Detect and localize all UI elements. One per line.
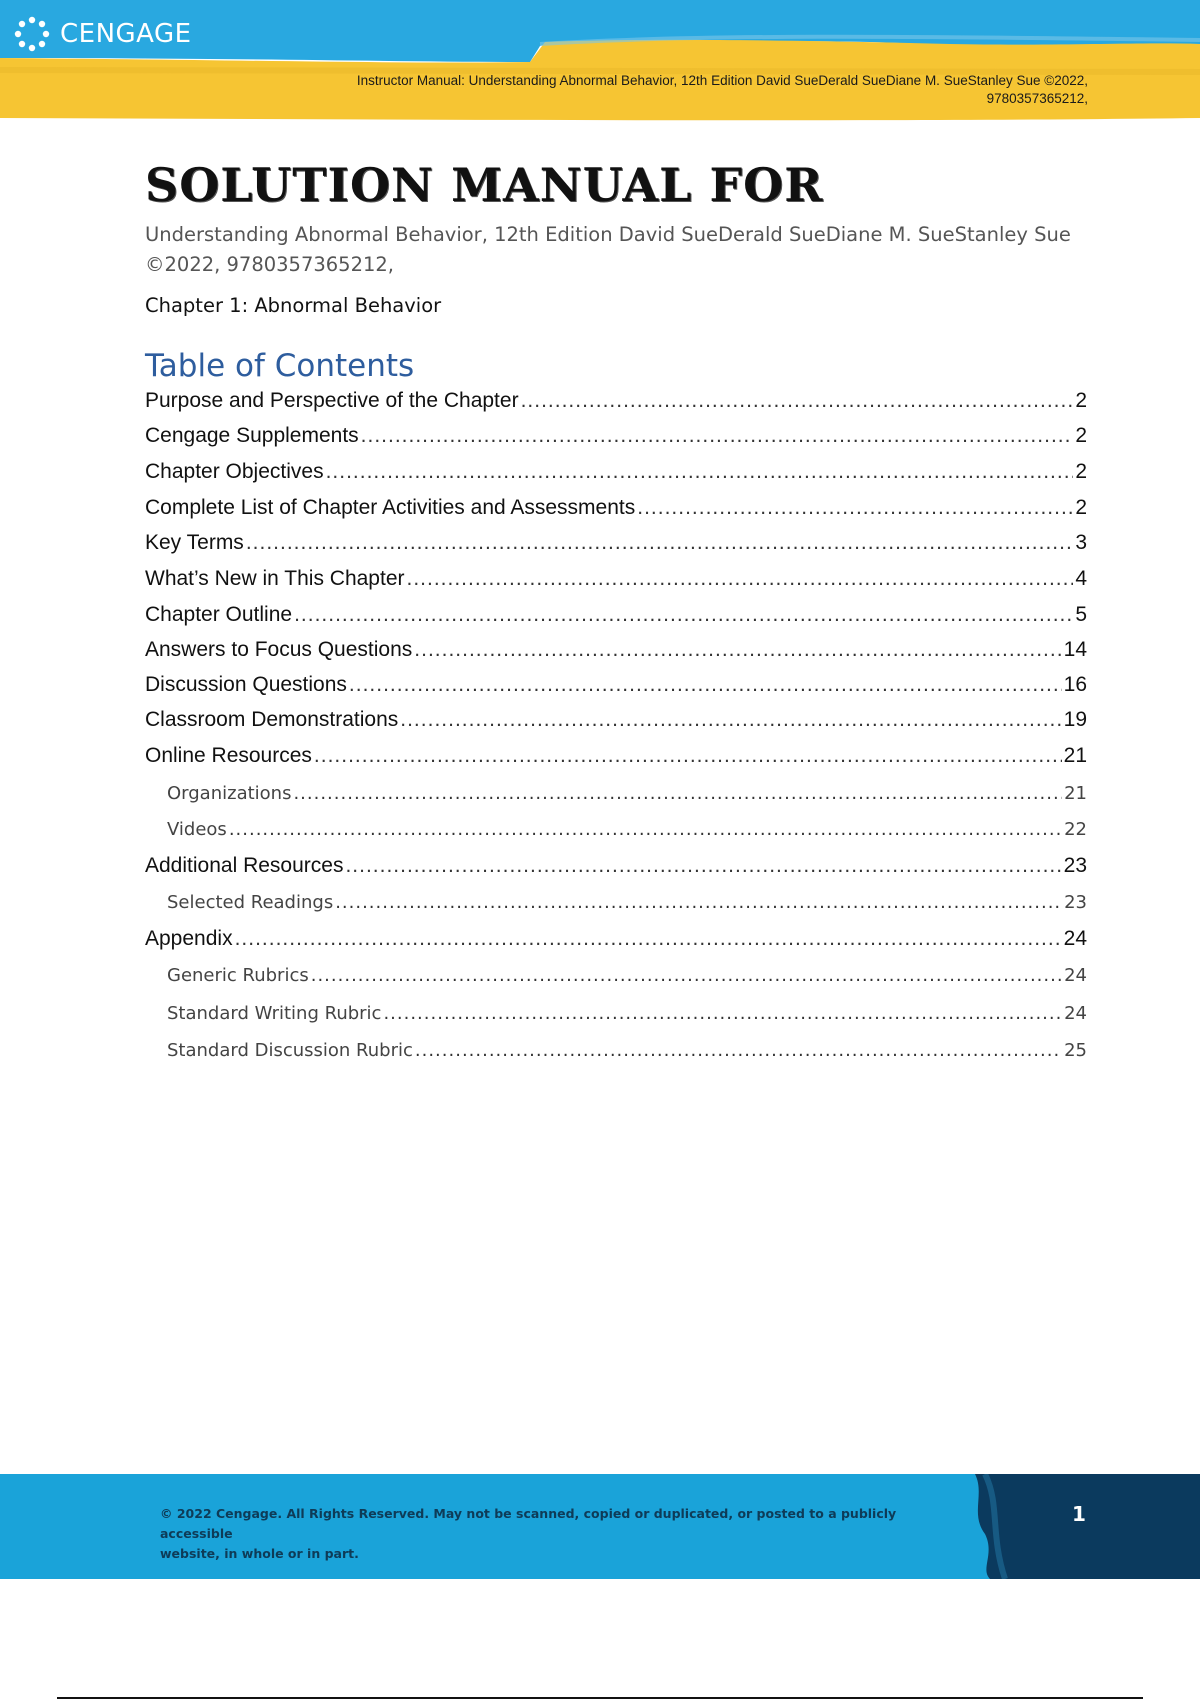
toc-dot-leader	[314, 744, 1062, 768]
toc-entry-label: Purpose and Perspective of the Chapter	[145, 389, 519, 412]
page-number: 1	[1072, 1502, 1086, 1526]
toc-entry[interactable]	[145, 424, 1087, 448]
header-banner	[0, 0, 1200, 125]
toc-entry-page: 3	[1075, 531, 1087, 554]
toc-entry-label: Classroom Demonstrations	[145, 708, 399, 731]
toc-entry[interactable]	[145, 708, 1087, 732]
toc-dot-leader	[407, 567, 1074, 591]
toc-entry[interactable]	[145, 854, 1087, 878]
toc-entry-label: What’s New in This Chapter	[145, 567, 405, 590]
toc-entry-page: 23	[1064, 892, 1087, 913]
toc-entry-page: 2	[1075, 424, 1087, 447]
toc-entry-page: 2	[1075, 389, 1087, 412]
toc-entry-page: 16	[1063, 673, 1087, 696]
toc-dot-leader	[383, 1003, 1062, 1024]
toc-entry[interactable]	[145, 744, 1087, 768]
toc-dot-leader	[400, 708, 1061, 732]
document-title: SOLUTION MANUAL FOR	[145, 158, 824, 212]
toc-entry-page: 2	[1075, 496, 1087, 519]
toc-entry-label: Selected Readings	[167, 892, 334, 913]
toc-entry[interactable]	[145, 603, 1087, 627]
toc-entry-label: Chapter Objectives	[145, 460, 324, 483]
toc-dot-leader	[414, 638, 1061, 662]
toc-entry-page: 4	[1075, 567, 1087, 590]
footer-copyright-line-1: © 2022 Cengage. All Rights Reserved. May not be scanned, copied or duplicated, or posted to a publicly accessible	[160, 1506, 897, 1541]
footer-copyright	[160, 1504, 940, 1564]
toc-dot-leader	[294, 603, 1073, 627]
header-meta-line-2: 9780357365212,	[986, 91, 1088, 106]
toc-entry-label: Videos	[167, 819, 227, 840]
logo-text: CENGAGE	[60, 19, 192, 49]
toc-subentry[interactable]	[167, 892, 1087, 913]
header-meta-line-1: Instructor Manual: Understanding Abnormal Behavior, 12th Edition David SueDerald SueDiane M. SueStanley Sue ©2022,	[356, 73, 1088, 88]
toc-entry-label: Generic Rubrics	[167, 965, 309, 986]
toc-dot-leader	[229, 819, 1062, 840]
toc-entry-label: Online Resources	[145, 744, 312, 767]
toc-entry-label: Standard Writing Rubric	[167, 1003, 382, 1024]
toc-subentry[interactable]	[167, 1040, 1087, 1061]
toc-entry[interactable]	[145, 927, 1087, 951]
footer-copyright-line-2: website, in whole or in part.	[160, 1546, 359, 1561]
toc-subentry[interactable]	[167, 783, 1087, 804]
toc-dot-leader	[637, 496, 1073, 520]
toc-entry-page: 14	[1063, 638, 1087, 661]
bottom-divider	[57, 1697, 1143, 1699]
document-subtitle: Understanding Abnormal Behavior, 12th Edition David SueDerald SueDiane M. SueStanley Sue ©2022, 9780357365212,	[145, 223, 1071, 276]
toc-entry-page: 2	[1075, 460, 1087, 483]
cengage-logo-icon	[12, 14, 52, 54]
toc-dot-leader	[521, 389, 1074, 413]
toc-entry[interactable]	[145, 496, 1087, 520]
toc-heading: Table of Contents	[145, 348, 415, 384]
toc-entry-page: 5	[1075, 603, 1087, 626]
header-book-info	[168, 72, 1088, 108]
toc-subentry[interactable]	[167, 965, 1087, 986]
toc-entry-label: Key Terms	[145, 531, 244, 554]
toc-entry[interactable]	[145, 389, 1087, 413]
toc-dot-leader	[361, 424, 1074, 448]
toc-entry[interactable]	[145, 673, 1087, 697]
cengage-logo	[12, 14, 192, 54]
toc-entry-page: 21	[1063, 744, 1087, 767]
toc-entry[interactable]	[145, 638, 1087, 662]
toc-dot-leader	[415, 1040, 1062, 1061]
toc-entry[interactable]	[145, 460, 1087, 484]
toc-entry-page: 24	[1064, 965, 1087, 986]
toc-dot-leader	[335, 892, 1062, 913]
toc-entry-label: Standard Discussion Rubric	[167, 1040, 413, 1061]
toc-dot-leader	[246, 531, 1074, 555]
toc-entry-label: Appendix	[145, 927, 233, 950]
toc-dot-leader	[235, 927, 1062, 951]
toc-dot-leader	[345, 854, 1061, 878]
toc-dot-leader	[311, 965, 1062, 986]
toc-dot-leader	[326, 460, 1074, 484]
toc-dot-leader	[293, 783, 1062, 804]
toc-entry-page: 22	[1064, 819, 1087, 840]
toc-entry-label: Organizations	[167, 783, 292, 804]
toc-entry[interactable]	[145, 531, 1087, 555]
toc-subentry[interactable]	[167, 819, 1087, 840]
toc-entry[interactable]	[145, 567, 1087, 591]
toc-entry-page: 21	[1064, 783, 1087, 804]
chapter-heading: Chapter 1: Abnormal Behavior	[145, 294, 442, 317]
toc-entry-label: Complete List of Chapter Activities and Assessments	[145, 496, 636, 519]
toc-entry-page: 24	[1063, 927, 1087, 950]
toc-entry-label: Cengage Supplements	[145, 424, 359, 447]
toc-entry-page: 24	[1064, 1003, 1087, 1024]
toc-dot-leader	[349, 673, 1062, 697]
toc-entry-label: Chapter Outline	[145, 603, 293, 626]
toc-entry-label: Discussion Questions	[145, 673, 347, 696]
toc-entry-label: Additional Resources	[145, 854, 344, 877]
toc-entry-label: Answers to Focus Questions	[145, 638, 413, 661]
toc-entry-page: 19	[1063, 708, 1087, 731]
toc-entry-page: 25	[1064, 1040, 1087, 1061]
toc-entry-page: 23	[1063, 854, 1087, 877]
toc-subentry[interactable]	[167, 1003, 1087, 1024]
footer-band	[0, 1474, 1200, 1579]
